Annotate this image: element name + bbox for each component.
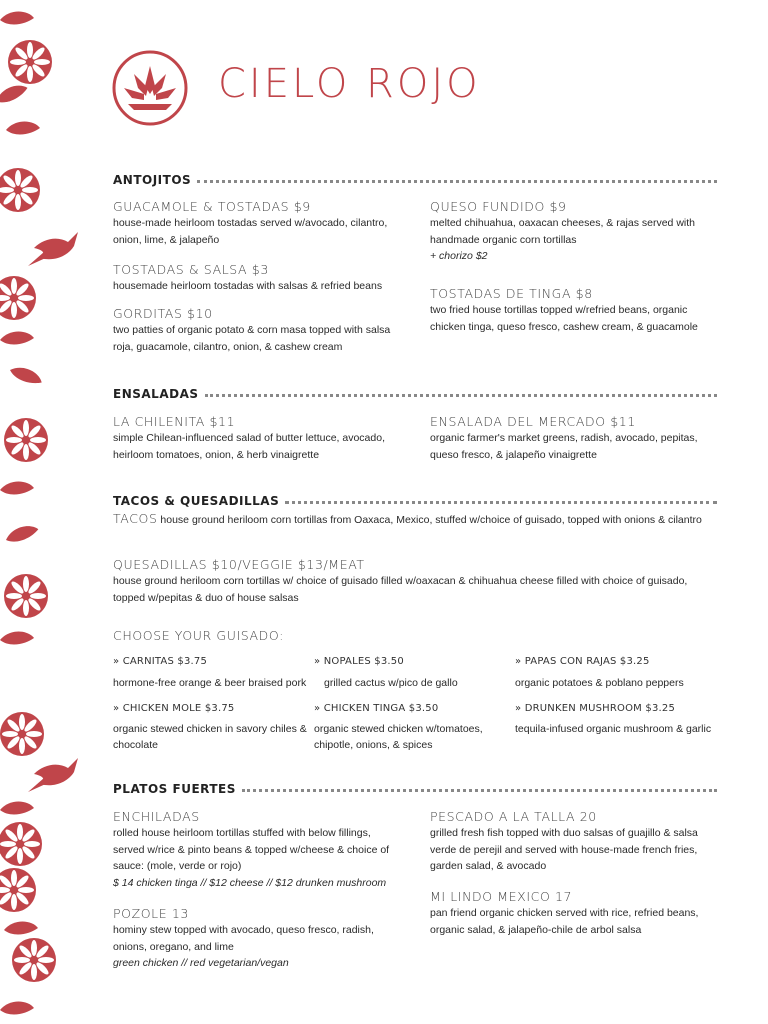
dotted-rule bbox=[285, 501, 717, 504]
item-name: POZOLE 13 bbox=[113, 906, 189, 921]
guisado-description: organic stewed chicken w/tomatoes, chipotle, onions, & spices bbox=[314, 723, 483, 751]
guisado-nopales bbox=[314, 656, 509, 692]
menu-item-queso-fundido bbox=[430, 199, 695, 264]
item-name: LA CHILENITA $11 bbox=[113, 414, 236, 429]
item-description: pan friend organic chicken served with rice, refried beans, organic salad, & jalapeño-chile de arbol salsa bbox=[430, 907, 699, 936]
item-name: ENSALADA DEL MERCADO $11 bbox=[430, 414, 636, 429]
guisado-title: CHOOSE YOUR GUISADO: bbox=[113, 628, 284, 643]
item-name: QUESO FUNDIDO $9 bbox=[430, 199, 567, 214]
item-description: house ground heriloom corn tortillas from Oaxaca, Mexico, stuffed w/choice of guisado, topped with onions & cilantro bbox=[157, 514, 702, 526]
section-title: PLATOS FUERTES bbox=[113, 782, 236, 796]
menu-item-mi-lindo-mexico bbox=[430, 889, 715, 938]
section-title: ANTOJITOS bbox=[113, 173, 192, 187]
section-title: ENSALADAS bbox=[113, 387, 199, 401]
menu-item-pescado-a-la-talla bbox=[430, 809, 720, 875]
guisado-heading bbox=[113, 628, 284, 644]
brand-title: CIELO ROJO bbox=[218, 61, 481, 107]
item-description: hominy stew topped with avocado, queso fresco, radish, onions, oregano, and lime bbox=[113, 924, 374, 953]
guisado-name: » CHICKEN MOLE $3.75 bbox=[113, 703, 235, 714]
guisado-chicken-mole bbox=[113, 703, 308, 753]
item-description: two patties of organic potato & corn masa topped with salsa roja, guacamole, cilantro, onion, & cashew cream bbox=[113, 324, 391, 353]
item-description: two fried house tortillas topped w/refried beans, organic chicken tinga, queso fresco, cashew cream, & guacamole bbox=[430, 304, 698, 333]
menu-item-tacos bbox=[113, 511, 723, 528]
guisado-name: » PAPAS CON RAJAS $3.25 bbox=[515, 656, 650, 667]
item-name: TOSTADAS & SALSA $3 bbox=[113, 262, 269, 277]
item-description: organic farmer's market greens, radish, avocado, pepitas, queso fresco, & jalapeño vinaigrette bbox=[430, 432, 698, 461]
item-name: PESCADO A LA TALLA 20 bbox=[430, 809, 597, 824]
menu-item-tostadas-de-tinga bbox=[430, 286, 700, 335]
guisado-description: organic stewed chicken in savory chiles & chocolate bbox=[113, 723, 307, 751]
item-note: + chorizo $2 bbox=[430, 250, 488, 262]
cielo-rojo-logo-icon bbox=[110, 48, 190, 128]
dotted-rule bbox=[205, 394, 718, 397]
menu-item-la-chilenita bbox=[113, 414, 393, 463]
menu-item-gorditas bbox=[113, 306, 393, 355]
section-ensaladas-header bbox=[113, 386, 717, 402]
item-name: TOSTADAS DE TINGA $8 bbox=[430, 286, 593, 301]
item-note: $ 14 chicken tinga // $12 cheese // $12 drunken mushroom bbox=[113, 876, 387, 889]
item-description: melted chihuahua, oaxacan cheeses, & rajas served with handmade organic corn tortillas bbox=[430, 217, 695, 246]
item-name: MI LINDO MEXICO 17 bbox=[430, 889, 573, 904]
guisado-name: » CARNITAS $3.75 bbox=[113, 656, 208, 667]
menu-item-ensalada-del-mercado bbox=[430, 414, 720, 463]
guisado-carnitas bbox=[113, 656, 308, 692]
item-name: GORDITAS $10 bbox=[113, 306, 213, 321]
dotted-rule bbox=[242, 789, 717, 792]
item-description: house ground heriloom corn tortillas w/ choice of guisado filled w/oaxacan & chihuahua cheese filled with choice of guisado, topped w/pepitas & duo of house salsas bbox=[113, 575, 688, 604]
menu-item-tostadas-salsa bbox=[113, 262, 413, 295]
item-description: grilled fresh fish topped with duo salsas of guajillo & salsa verde de perejil and served with house-made french fries, garden salad, & avocado bbox=[430, 827, 698, 872]
item-name: GUACAMOLE & TOSTADAS $9 bbox=[113, 199, 311, 214]
guisado-description: organic potatoes & poblano peppers bbox=[515, 677, 684, 689]
guisado-description: grilled cactus w/pico de gallo bbox=[324, 677, 458, 689]
guisado-drunken-mushroom bbox=[515, 703, 725, 738]
dotted-rule bbox=[197, 180, 717, 183]
item-name: TACOS bbox=[113, 511, 158, 526]
section-antojitos-header bbox=[113, 172, 717, 188]
guisado-name: » NOPALES $3.50 bbox=[314, 656, 404, 667]
menu-item-quesadillas bbox=[113, 557, 713, 606]
guisado-papas-con-rajas bbox=[515, 656, 720, 692]
item-description: rolled house heirloom tortillas stuffed with below fillings, served w/rice & pinto beans & topped w/cheese & choice of sauce: (mole, verde or rojo) bbox=[113, 827, 390, 872]
item-description: simple Chilean-influenced salad of butter lettuce, avocado, heirloom tomatoes, onion, & herb vinaigrette bbox=[113, 432, 385, 461]
menu-item-enchiladas bbox=[113, 809, 403, 891]
menu-item-pozole bbox=[113, 906, 403, 971]
section-platos-fuertes-header bbox=[113, 781, 717, 797]
floral-border-decoration bbox=[0, 0, 80, 1024]
guisado-description: hormone-free orange & beer braised pork bbox=[113, 677, 307, 689]
item-description: house-made heirloom tostadas served w/avocado, cilantro, onion, lime, & jalapeño bbox=[113, 217, 388, 246]
guisado-name: » CHICKEN TINGA $3.50 bbox=[314, 703, 439, 714]
item-name: ENCHILADAS bbox=[113, 809, 200, 824]
section-title: TACOS & QUESADILLAS bbox=[113, 494, 280, 508]
item-note: green chicken // red vegetarian/vegan bbox=[113, 957, 289, 969]
guisado-chicken-tinga bbox=[314, 703, 509, 753]
section-tacos-header bbox=[113, 493, 717, 509]
guisado-name: » DRUNKEN MUSHROOM $3.25 bbox=[515, 703, 676, 714]
item-name: QUESADILLAS $10/VEGGIE $13/MEAT bbox=[113, 557, 365, 572]
guisado-description: tequila-infused organic mushroom & garlic bbox=[515, 723, 712, 735]
menu-item-guacamole bbox=[113, 199, 398, 248]
item-description: housemade heirloom tostadas with salsas & refried beans bbox=[113, 280, 383, 292]
